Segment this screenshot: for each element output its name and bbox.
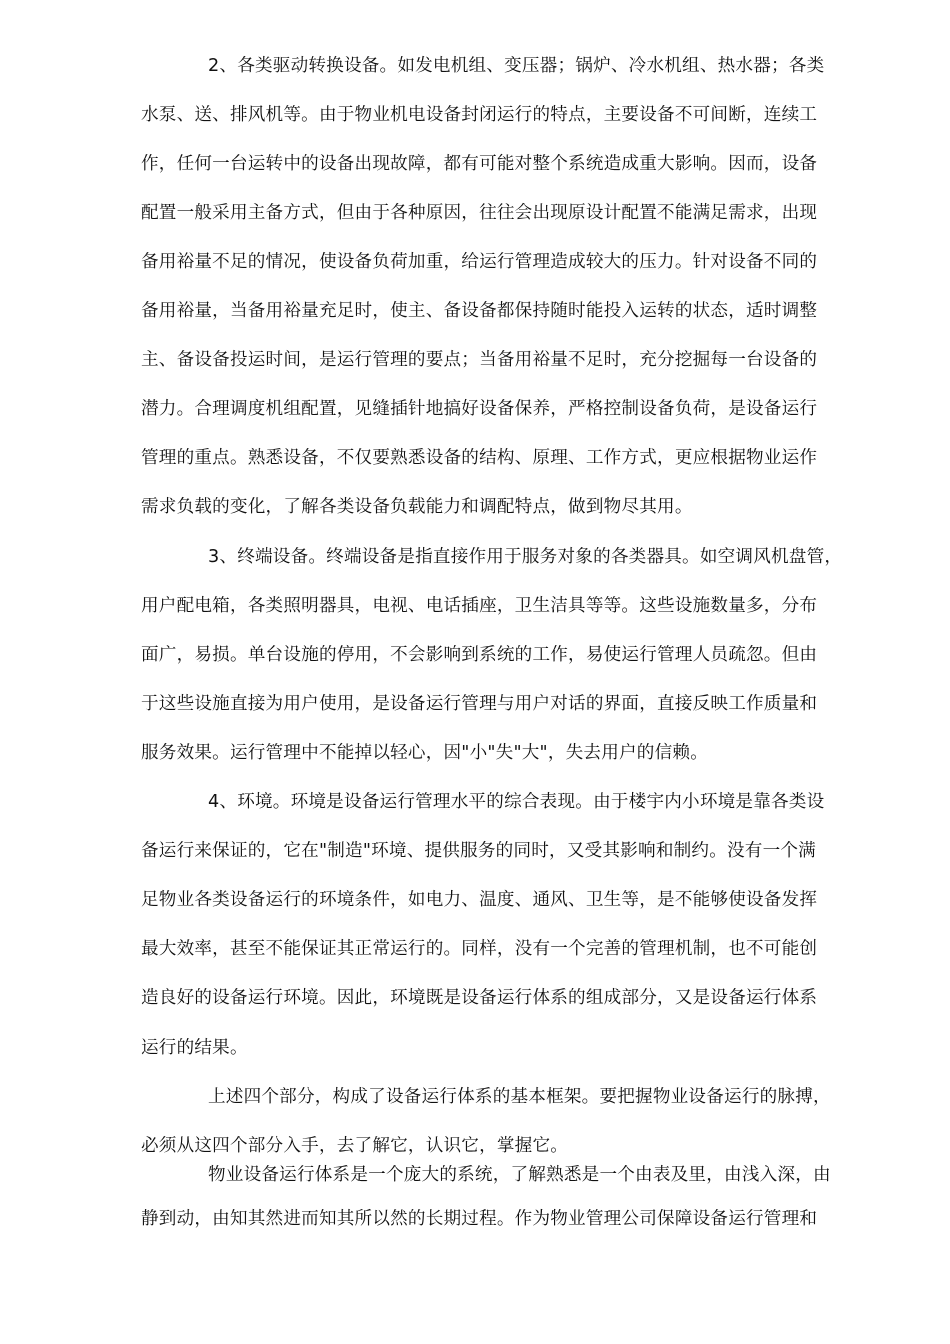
- text-line: 物业设备运行体系是一个庞大的系统，了解熟悉是一个由表及里，由浅入深，由: [208, 1165, 831, 1185]
- text-line: 主、备设备投运时间，是运行管理的要点；当备用裕量不足时，充分挖掘每一台设备的: [141, 350, 818, 370]
- text-line: 备运行来保证的，它在"制造"环境、提供服务的同时，又受其影响和制约。没有一个满: [141, 841, 816, 861]
- text-line: 于这些设施直接为用户使用，是设备运行管理与用户对话的界面，直接反映工作质量和: [141, 694, 818, 714]
- text-line: 上述四个部分，构成了设备运行体系的基本框架。要把握物业设备运行的脉搏，: [208, 1087, 831, 1107]
- text-line: 潜力。合理调度机组配置，见缝插针地搞好设备保养，严格控制设备负荷，是设备运行: [141, 399, 818, 419]
- text-line: 2、各类驱动转换设备。如发电机组、变压器；锅炉、冷水机组、热水器；各类: [208, 56, 825, 76]
- text-line: 备用裕量，当备用裕量充足时，使主、备设备都保持随时能投入运转的状态，适时调整: [141, 301, 818, 321]
- text-line: 静到动，由知其然进而知其所以然的长期过程。作为物业管理公司保障设备运行管理和: [141, 1209, 818, 1229]
- text-line: 配置一般采用主备方式，但由于各种原因，往往会出现原设计配置不能满足需求，出现: [141, 203, 818, 223]
- text-line: 备用裕量不足的情况，使设备负荷加重，给运行管理造成较大的压力。针对设备不同的: [141, 252, 818, 272]
- text-line: 运行的结果。: [141, 1038, 248, 1058]
- text-line: 需求负载的变化，了解各类设备负载能力和调配特点，做到物尽其用。: [141, 497, 693, 517]
- text-line: 作，任何一台运转中的设备出现故障，都有可能对整个系统造成重大影响。因而，设备: [141, 154, 818, 174]
- text-line: 必须从这四个部分入手，去了解它，认识它，掌握它。: [141, 1136, 569, 1156]
- text-line: 3、终端设备。终端设备是指直接作用于服务对象的各类器具。如空调风机盘管，: [208, 547, 843, 567]
- text-line: 造良好的设备运行环境。因此，环境既是设备运行体系的组成部分，又是设备运行体系: [141, 988, 818, 1008]
- text-line: 最大效率，甚至不能保证其正常运行的。同样，没有一个完善的管理机制，也不可能创: [141, 939, 818, 959]
- text-line: 水泵、送、排风机等。由于物业机电设备封闭运行的特点，主要设备不可间断，连续工: [141, 105, 818, 125]
- text-line: 足物业各类设备运行的环境条件，如电力、温度、通风、卫生等，是不能够使设备发挥: [141, 890, 818, 910]
- text-line: 用户配电箱，各类照明器具，电视、电话插座，卫生洁具等等。这些设施数量多，分布: [141, 596, 818, 616]
- text-line: 管理的重点。熟悉设备，不仅要熟悉设备的结构、原理、工作方式，更应根据物业运作: [141, 448, 818, 468]
- text-line: 服务效果。运行管理中不能掉以轻心，因"小"失"大"，失去用户的信赖。: [141, 743, 708, 763]
- text-line: 面广，易损。单台设施的停用，不会影响到系统的工作，易使运行管理人员疏忽。但由: [141, 645, 818, 665]
- text-line: 4、环境。环境是设备运行管理水平的综合表现。由于楼宇内小环境是靠各类设: [208, 792, 825, 812]
